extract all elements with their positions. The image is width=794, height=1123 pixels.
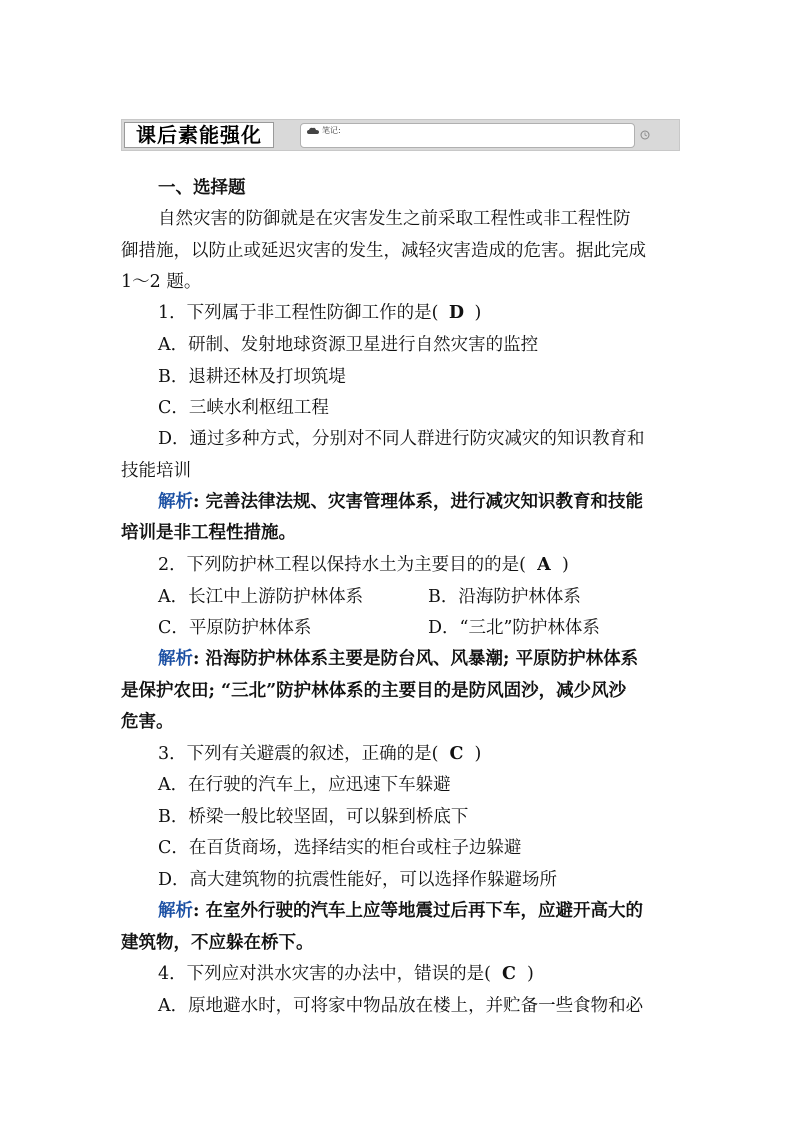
question-stem <box>158 963 534 985</box>
paren-close: ) <box>474 303 482 323</box>
paren-close: ) <box>561 555 569 575</box>
option-a: A．原地避水时，可将家中物品放在楼上，并贮备一些食物和必 <box>158 996 644 1016</box>
analysis-label: 解析 <box>158 901 193 921</box>
analysis <box>158 900 643 922</box>
option-c: C．平原防护林体系 <box>158 618 312 638</box>
notes-field <box>300 123 635 148</box>
paren-close: ) <box>526 964 534 984</box>
clock-icon <box>640 130 650 140</box>
option-b: B．桥梁一般比较坚固，可以躲到桥底下 <box>158 807 469 827</box>
answer: C <box>502 964 516 984</box>
analysis-text: 危害。 <box>121 712 174 732</box>
option-d: D．“三北”防护林体系 <box>428 618 600 638</box>
question-text: 4．下列应对洪水灾害的办法中，错误的是( <box>158 964 491 984</box>
option-c: C．在百货商场，选择结实的柜台或柱子边躲避 <box>158 838 522 858</box>
cloud-icon <box>307 127 319 135</box>
option-a: A．在行驶的汽车上，应迅速下车躲避 <box>158 775 451 795</box>
analysis-text: 培训是非工程性措施。 <box>121 523 296 543</box>
section-heading: 课后素能强化 <box>124 122 274 148</box>
section-title: 一、选择题 <box>158 178 246 198</box>
question-text: 3．下列有关避震的叙述，正确的是( <box>158 744 439 764</box>
analysis <box>158 491 643 513</box>
intro-line: 自然灾害的防御就是在灾害发生之前采取工程性或非工程性防 <box>158 209 631 229</box>
analysis-label: 解析 <box>158 492 193 512</box>
option-a: A．长江中上游防护林体系 <box>158 587 364 607</box>
option-d: D．通过多种方式，分别对不同人群进行防灾减灾的知识教育和 <box>158 429 645 449</box>
question-stem <box>158 302 481 324</box>
paren-close: ) <box>474 744 482 764</box>
option-d: D．高大建筑物的抗震性能好，可以选择作躲避场所 <box>158 870 558 890</box>
header-banner <box>121 119 680 151</box>
question-text: 1．下列属于非工程性防御工作的是( <box>158 303 439 323</box>
analysis-text: : 完善法律法规、灾害管理体系，进行减灾知识教育和技能 <box>193 492 644 512</box>
analysis <box>158 648 638 670</box>
question-text: 2．下列防护林工程以保持水土为主要目的的是( <box>158 555 526 575</box>
notes-label: 笔记: <box>322 126 341 135</box>
option-b: B．沿海防护林体系 <box>428 587 581 607</box>
intro-line: 1～2 题。 <box>121 272 202 292</box>
question-stem <box>158 554 569 576</box>
option-a: A．研制、发射地球资源卫星进行自然灾害的监控 <box>158 335 539 355</box>
analysis-label: 解析 <box>158 649 193 669</box>
answer: C <box>449 744 464 764</box>
option-d-continued: 技能培训 <box>121 461 191 481</box>
question-stem <box>158 743 481 765</box>
answer: A <box>537 555 551 575</box>
analysis-text: : 沿海防护林体系主要是防台风、风暴潮; 平原防护林体系 <box>193 649 639 669</box>
option-c: C．三峡水利枢纽工程 <box>158 398 329 418</box>
answer: D <box>448 303 465 323</box>
intro-line: 御措施，以防止或延迟灾害的发生，减轻灾害造成的危害。据此完成 <box>121 241 646 261</box>
analysis-text: : 在室外行驶的汽车上应等地震过后再下车，应避开高大的 <box>193 901 644 921</box>
analysis-text: 是保护农田; “三北”防护林体系的主要目的是防风固沙，减少风沙 <box>121 681 627 701</box>
option-b: B．退耕还林及打坝筑堤 <box>158 367 346 387</box>
analysis-text: 建筑物，不应躲在桥下。 <box>121 933 314 953</box>
